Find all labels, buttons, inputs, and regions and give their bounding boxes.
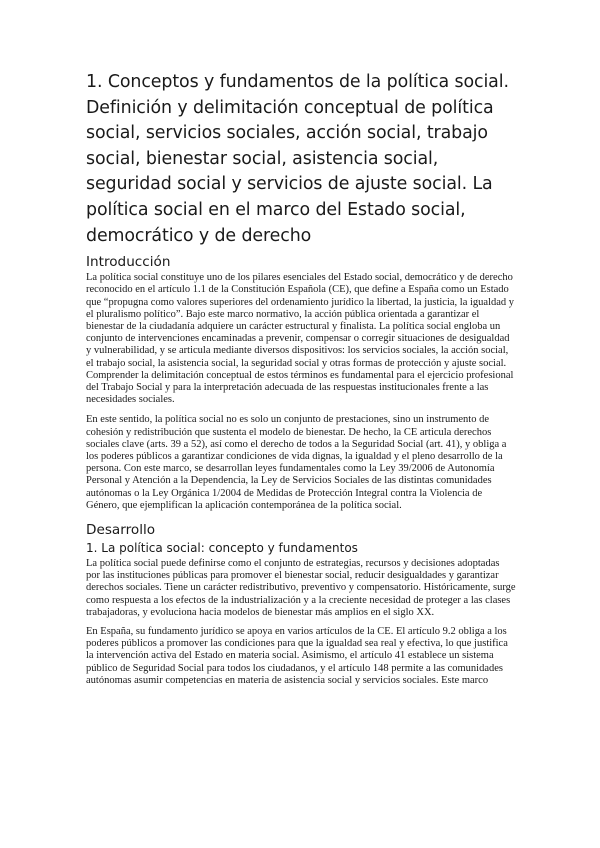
paragraph-gap <box>86 406 516 414</box>
paragraph-gap <box>86 619 516 626</box>
subsection-1-paragraph-1: La política social puede definirse como el conjunto de estrategias, recursos y decisiones adoptadas por las instituciones públicas para promover el bienestar social, reducir desigualdades y garantizar derechos sociales. Tiene un carácter redistributivo, preventivo y compensatorio. Históricamente, surge como respuesta a los efectos de la industrialización y a la creciente necesidad de proteger a las clases trabajadoras, y evoluciona hacia modelos de bienestar más amplios en el siglo XX. <box>86 558 516 618</box>
subsection-1-heading: 1. La política social: concepto y fundamentos <box>86 541 358 556</box>
document-content <box>86 70 516 687</box>
subsection-1-paragraph-2: En España, su fundamento jurídico se apoya en varios artículos de la CE. El artículo 9.2 obliga a los poderes públicos a promover las condiciones para que la igualdad sea real y efectiva, lo que justifica la intervención activa del Estado en materia social. Asimismo, el artículo 41 establece un sistema público de Seguridad Social para todos los ciudadanos, y el artículo 148 permite a las comunidades autónomas asumir competencias en materia de asistencia social y servicios sociales. Este marco <box>86 626 508 686</box>
document-title: 1. Conceptos y fundamentos de la política social. Definición y delimitación conceptual de política social, servicios sociales, acción social, trabajo social, bienestar social, asistencia social, seguridad social y servicios de ajuste social. La política social en el marco del Estado social, democrático y de derecho <box>86 72 509 246</box>
development-heading: Desarrollo <box>86 522 156 539</box>
intro-heading: Introducción <box>86 254 171 271</box>
intro-paragraph-1: La política social constituye uno de los pilares esenciales del Estado social, democrático y de derecho reconocido en el artículo 1.1 de la Constitución Española (CE), que define a España como un Estado que “propugna como valores superiores del ordenamiento jurídico la libertad, la justicia, la igualdad y el pluralismo político”. Bajo este marco normativo, la acción pública orientada a garantizar el bienestar de la ciudadanía adquiere un carácter estructural y finalista. La política social engloba un conjunto de intervenciones encaminadas a prevenir, compensar o corregir situaciones de desigualdad y vulnerabilidad, y se articula mediante diversos dispositivos: los servicios sociales, la acción social, el trabajo social, la asistencia social, la seguridad social y otras formas de protección y ajuste social. Comprender la delimitación conceptual de estos términos es fundamental para el ejercicio profesional del Trabajo Social y para la interpretación adecuada de las respuestas institucionales frente a las necesidades sociales. <box>86 272 515 406</box>
intro-paragraph-2: En este sentido, la política social no es solo un conjunto de prestaciones, sino un instrumento de cohesión y redistribución que sustenta el modelo de bienestar. De hecho, la CE articula derechos sociales clave (arts. 39 a 52), así como el derecho de todos a la Seguridad Social (art. 41), y obliga a los poderes públicos a garantizar condiciones de vida dignas, la igualdad y el pleno desarrollo de la persona. Con este marco, se desarrollan leyes fundamentales como la Ley 39/2006 de Autonomía Personal y Atención a la Dependencia, la Ley de Servicios Sociales de las distintas comunidades autónomas o la Ley Orgánica 1/2004 de Medidas de Protección Integral contra la Violencia de Género, que ejemplifican la aplicación contemporánea de la política social. <box>86 414 507 511</box>
